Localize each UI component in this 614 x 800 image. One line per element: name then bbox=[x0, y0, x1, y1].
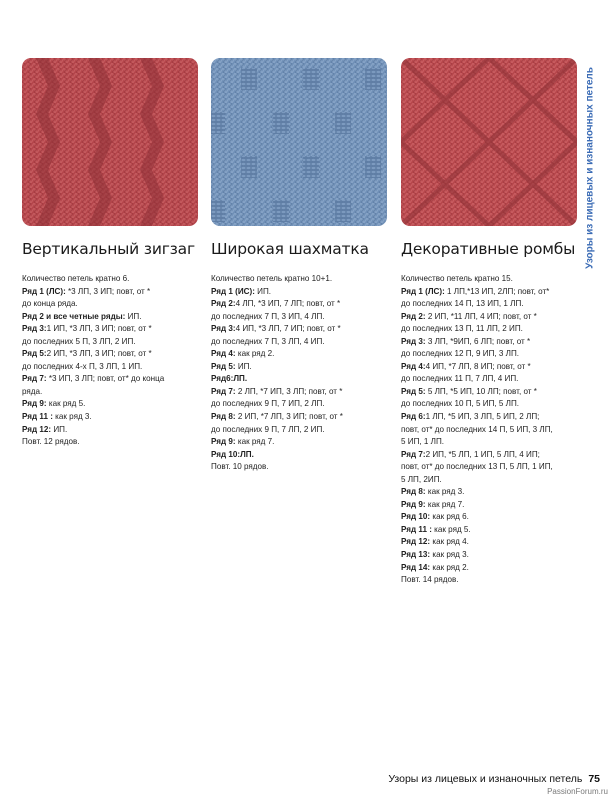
row-label: Ряд 8: bbox=[401, 487, 426, 497]
row-text: Количество петель кратно 10+1. bbox=[211, 274, 333, 283]
row-text: повт, от* до последних 13 П, 5 ЛП, 1 ИП, bbox=[401, 462, 553, 472]
instruction-line bbox=[22, 373, 202, 386]
instruction-line bbox=[401, 298, 569, 311]
instruction-line bbox=[211, 273, 391, 286]
instruction-line bbox=[22, 398, 202, 411]
instruction-line bbox=[211, 361, 391, 374]
row-text: как ряд 3. bbox=[425, 487, 465, 497]
row-text: до последних 12 П, 9 ИП, 3 ЛП. bbox=[401, 349, 520, 359]
instruction-line bbox=[401, 499, 569, 512]
row-label: Ряд 5: bbox=[22, 349, 47, 359]
instruction-line bbox=[211, 461, 391, 474]
instruction-line bbox=[22, 348, 202, 361]
instruction-line bbox=[401, 286, 569, 299]
instruction-line bbox=[401, 549, 569, 562]
instruction-line bbox=[401, 474, 569, 487]
row-text: до последних 9 П, 7 ЛП, 2 ИП. bbox=[211, 424, 325, 434]
row-text: 2 ИП, *11 ЛП, 4 ИП; повт, от * bbox=[425, 311, 537, 321]
instruction-line bbox=[401, 373, 569, 386]
pattern-title: Декоративные ромбы bbox=[401, 240, 576, 258]
row-text: как ряд 5. bbox=[431, 524, 471, 534]
row-text: 5 ЛП, *5 ИП, 10 ЛП; повт, от * bbox=[425, 386, 537, 396]
row-label: Ряд 13: bbox=[401, 550, 431, 560]
row-text: 2 ИП, *3 ЛП, 3 ИП; повт, от * bbox=[46, 349, 152, 359]
row-text: 1 ЛП, *5 ИП, 3 ЛП, 5 ИП, 2 ЛП; bbox=[425, 412, 540, 422]
instruction-line bbox=[22, 336, 202, 349]
instruction-line bbox=[401, 323, 569, 336]
instruction-line bbox=[22, 286, 202, 299]
row-text: Повт. 12 рядов. bbox=[22, 437, 80, 447]
instruction-line bbox=[22, 311, 202, 324]
row-text: до последних 4-х П, 3 ЛП, 1 ИП. bbox=[22, 361, 143, 371]
row-text: 4 ИП, *3 ЛП, 7 ИП; повт, от * bbox=[235, 324, 341, 334]
row-label: Ряд 14: bbox=[401, 562, 431, 572]
row-text: до последних 5 П, 3 ЛП, 2 ИП. bbox=[22, 336, 136, 346]
instruction-line bbox=[401, 311, 569, 324]
row-text: ИП. bbox=[51, 424, 68, 434]
instruction-line bbox=[22, 424, 202, 437]
row-text: как ряд 2. bbox=[235, 349, 275, 359]
row-label: Ряд 4: bbox=[401, 361, 426, 371]
row-label: Ряд 11 : bbox=[22, 412, 53, 422]
row-label: Ряд 7: bbox=[211, 386, 236, 396]
instruction-line bbox=[401, 524, 569, 537]
row-text: до последних 9 П, 7 ИП, 2 ЛП. bbox=[211, 399, 325, 409]
instruction-line bbox=[22, 436, 202, 449]
instruction-line bbox=[401, 361, 569, 374]
row-label: Ряд 11 : bbox=[401, 524, 432, 534]
row-label: Ряд 5: bbox=[401, 386, 426, 396]
row-label: Ряд 12: bbox=[401, 537, 431, 547]
row-label: Ряд 10:ЛП. bbox=[211, 449, 254, 459]
instruction-line bbox=[401, 449, 569, 462]
instruction-line bbox=[401, 436, 569, 449]
instruction-line bbox=[22, 361, 202, 374]
row-label: Ряд 1 (ЛС): bbox=[401, 286, 445, 296]
instruction-line bbox=[401, 536, 569, 549]
row-label: Ряд 1 (ЛС): bbox=[22, 286, 66, 296]
instruction-line bbox=[401, 574, 569, 587]
row-text: Повт. 14 рядов. bbox=[401, 575, 459, 585]
row-label: Ряд 2: bbox=[401, 311, 426, 321]
row-text: до последних 14 П, 13 ИП, 1 ЛП. bbox=[401, 299, 524, 309]
row-label: Ряд 1 (ИС): bbox=[211, 286, 255, 296]
row-text: 4 ЛП, *3 ИП, 7 ЛП; повт, от * bbox=[235, 299, 341, 309]
row-label: Ряд 9: bbox=[22, 399, 47, 409]
page-number: 75 bbox=[588, 773, 600, 785]
row-text: 5 ЛП, 2ИП. bbox=[401, 474, 442, 484]
row-text: 2 ИП, *7 ЛП, 3 ИП; повт, от * bbox=[235, 412, 343, 422]
pattern-column-3 bbox=[401, 236, 576, 587]
instruction-line bbox=[401, 511, 569, 524]
instruction-line bbox=[22, 323, 202, 336]
pattern-instructions bbox=[211, 273, 391, 474]
swatch-vertical-zigzag bbox=[22, 58, 198, 226]
swatch-decorative-diamonds bbox=[401, 58, 577, 226]
swatch-wide-checkerboard bbox=[211, 58, 387, 226]
instruction-line bbox=[401, 411, 569, 424]
row-label: Ряд 2: bbox=[211, 299, 236, 309]
row-label: Ряд 9: bbox=[211, 437, 236, 447]
row-text: до последних 13 П, 11 ЛП, 2 ИП. bbox=[401, 324, 523, 334]
instruction-line bbox=[211, 411, 391, 424]
instruction-line bbox=[211, 449, 391, 462]
row-text: Количество петель кратно 15. bbox=[401, 274, 513, 283]
row-text: 2 ИП, *5 ЛП, 1 ИП, 5 ЛП, 4 ИП; bbox=[425, 449, 540, 459]
row-text: ИП. bbox=[125, 311, 142, 321]
row-label: Ряд6:ЛП. bbox=[211, 374, 248, 384]
instruction-line bbox=[211, 311, 391, 324]
row-label: Ряд 4: bbox=[211, 349, 236, 359]
row-text: 1 ИП, *3 ЛП, 3 ИП; повт, от * bbox=[46, 324, 152, 334]
row-text: 5 ИП, 1 ЛП. bbox=[401, 437, 445, 447]
row-text: 3 ЛП, *9ИП, 6 ЛП; повт, от * bbox=[425, 336, 531, 346]
instruction-line bbox=[211, 298, 391, 311]
instruction-line bbox=[401, 562, 569, 575]
row-text: Количество петель кратно 6. bbox=[22, 274, 130, 283]
row-label: Ряд 3: bbox=[401, 336, 426, 346]
instruction-line bbox=[401, 486, 569, 499]
instruction-line bbox=[401, 336, 569, 349]
instruction-line bbox=[211, 386, 391, 399]
row-text: до последних 11 П, 7 ЛП, 4 ИП. bbox=[401, 374, 519, 384]
row-label: Ряд 7: bbox=[22, 374, 47, 384]
row-label: Ряд 6: bbox=[401, 412, 426, 422]
row-text: Повт. 10 рядов. bbox=[211, 462, 269, 472]
instruction-line bbox=[211, 286, 391, 299]
row-label: Ряд 3: bbox=[22, 324, 47, 334]
instruction-line bbox=[211, 348, 391, 361]
chapter-side-title bbox=[581, 60, 599, 275]
instruction-line bbox=[401, 348, 569, 361]
row-text: как ряд 4. bbox=[430, 537, 469, 547]
row-label: Ряд 12: bbox=[22, 424, 52, 434]
row-text: как ряд 3. bbox=[430, 550, 469, 560]
instruction-line bbox=[401, 398, 569, 411]
row-text: как ряд 7. bbox=[235, 437, 275, 447]
row-text: 1 ЛП,*13 ИП, 2ЛП; повт, от* bbox=[444, 286, 550, 296]
row-text: повт, от* до последних 14 П, 5 ИП, 3 ЛП, bbox=[401, 424, 553, 434]
row-label: Ряд 2 и все четные ряды: bbox=[22, 311, 126, 321]
watermark: PassionForum.ru bbox=[547, 787, 608, 796]
instruction-line bbox=[401, 424, 569, 437]
row-text: *3 ИП, 3 ЛП; повт, от* до конца bbox=[46, 374, 165, 384]
row-text: как ряд 7. bbox=[425, 499, 465, 509]
page-footer bbox=[388, 773, 600, 785]
row-label: Ряд 5: bbox=[211, 361, 236, 371]
pattern-title: Широкая шахматка bbox=[211, 240, 369, 258]
row-text: до последних 7 П, 3 ЛП, 4 ИП. bbox=[211, 336, 325, 346]
row-text: как ряд 6. bbox=[430, 512, 469, 522]
row-label: Ряд 3: bbox=[211, 324, 236, 334]
row-text: до последних 7 П, 3 ИП, 4 ЛП. bbox=[211, 311, 325, 321]
instruction-line bbox=[401, 273, 569, 286]
instruction-line bbox=[211, 424, 391, 437]
row-text: ИП. bbox=[235, 361, 252, 371]
instruction-line bbox=[22, 386, 202, 399]
row-text: *3 ЛП, 3 ИП; повт, от * bbox=[65, 286, 151, 296]
row-text: до конца ряда. bbox=[22, 299, 78, 309]
instruction-line bbox=[22, 298, 202, 311]
row-label: Ряд 10: bbox=[401, 512, 431, 522]
instruction-line bbox=[211, 336, 391, 349]
row-text: как ряд 5. bbox=[46, 399, 86, 409]
instruction-line bbox=[401, 386, 569, 399]
pattern-title: Вертикальный зигзаг bbox=[22, 240, 195, 258]
instruction-line bbox=[211, 323, 391, 336]
instruction-line bbox=[211, 436, 391, 449]
row-text: 4 ИП, *7 ЛП, 8 ИП; повт, от * bbox=[425, 361, 531, 371]
row-text: 2 ЛП, *7 ИП, 3 ЛП; повт, от * bbox=[235, 386, 343, 396]
row-text: ИП. bbox=[254, 286, 272, 296]
row-label: Ряд 7: bbox=[401, 449, 426, 459]
side-title-text: Узоры из лицевых и изнаночных петель bbox=[584, 66, 596, 269]
row-label: Ряд 8: bbox=[211, 412, 236, 422]
pattern-instructions bbox=[401, 273, 569, 587]
row-text: как ряд 2. bbox=[430, 562, 469, 572]
row-label: Ряд 9: bbox=[401, 499, 426, 509]
pattern-column-1 bbox=[22, 236, 202, 449]
row-text: до последних 10 П, 5 ИП, 5 ЛП. bbox=[401, 399, 520, 409]
instruction-line bbox=[22, 273, 202, 286]
pattern-column-2 bbox=[211, 236, 391, 474]
footer-text: Узоры из лицевых и изнаночных петель bbox=[388, 773, 583, 785]
instruction-line bbox=[211, 398, 391, 411]
row-text: как ряд 3. bbox=[52, 412, 92, 422]
row-text: ряда. bbox=[22, 386, 43, 396]
instruction-line bbox=[401, 461, 569, 474]
pattern-instructions bbox=[22, 273, 202, 449]
instruction-line bbox=[211, 373, 391, 386]
instruction-line bbox=[22, 411, 202, 424]
